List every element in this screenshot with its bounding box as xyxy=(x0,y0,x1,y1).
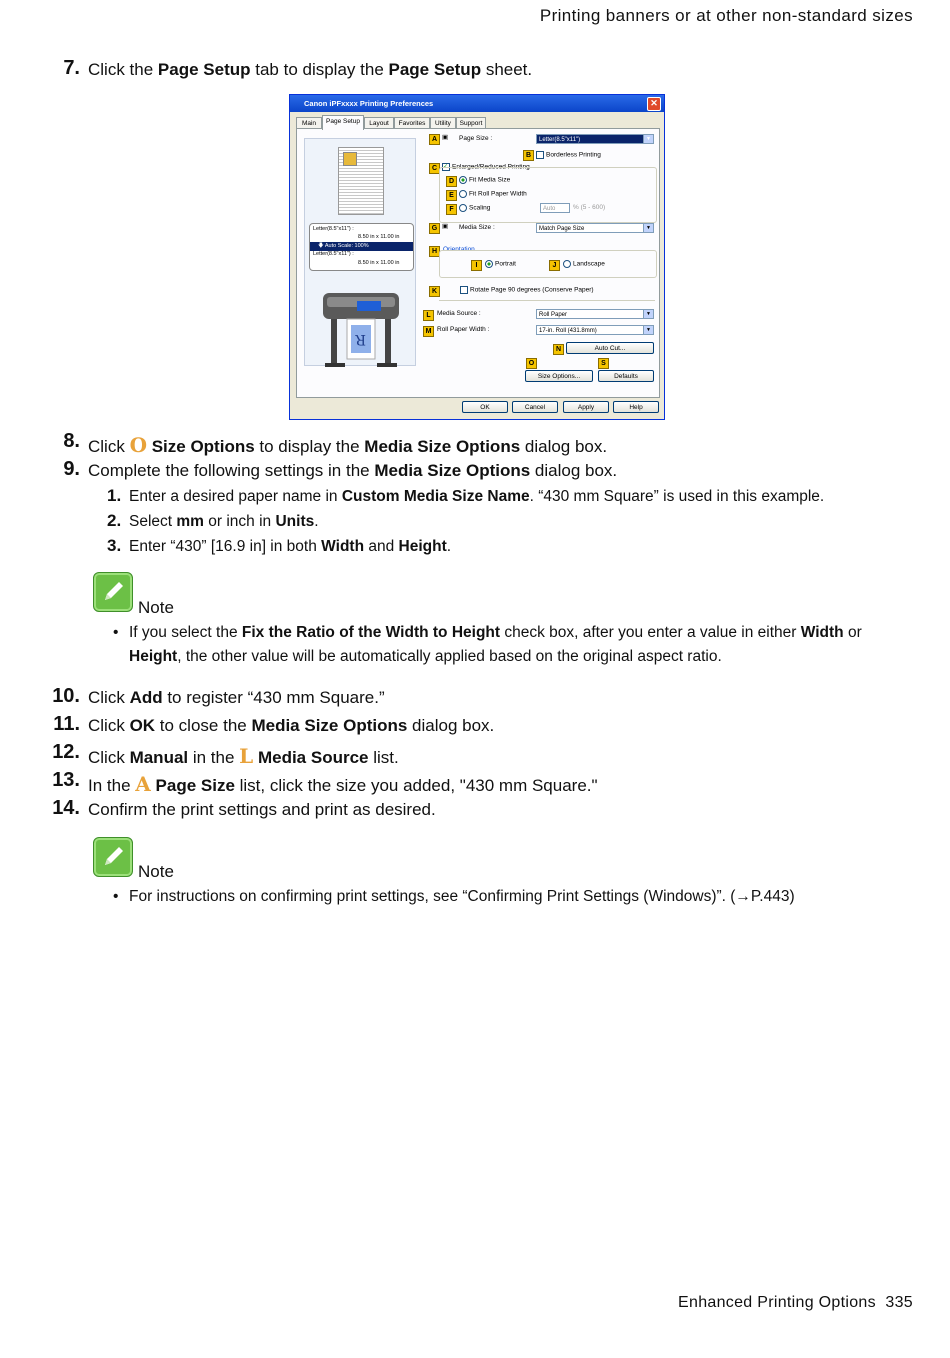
preview-image-icon xyxy=(343,152,357,166)
size-options-button[interactable]: Size Options... xyxy=(525,370,593,382)
defaults-button[interactable]: Defaults xyxy=(598,370,654,382)
page-size-select[interactable]: Letter(8.5"x11") ▼ xyxy=(536,134,654,144)
step-text: Click O Size Options to display the Media Size Options dialog box. xyxy=(88,433,608,457)
tab-layout[interactable]: Layout xyxy=(364,117,394,129)
portrait-radio[interactable]: Portrait xyxy=(485,260,516,268)
close-icon[interactable]: ✕ xyxy=(647,97,661,111)
step-number: 11. xyxy=(53,713,80,735)
substep-text: Enter a desired paper name in Custom Media Size Name. “430 mm Square” is used in this example. xyxy=(129,488,825,505)
substep-number: 2. xyxy=(107,511,122,530)
callout-h: H xyxy=(429,246,440,257)
callout-l: L xyxy=(423,310,434,321)
media-size-select[interactable]: Match Page Size ▼ xyxy=(536,223,654,233)
callout-k: K xyxy=(429,286,440,297)
running-header: Printing banners or at other non-standard sizes xyxy=(539,6,913,25)
callout-n: N xyxy=(553,344,564,355)
callout-s: S xyxy=(598,358,609,369)
scaling-range: % (5 - 600) xyxy=(573,204,606,211)
step-text: Complete the following settings in the Media Size Options dialog box. xyxy=(88,461,618,480)
callout-letter: L xyxy=(239,744,254,768)
step-number: 8. xyxy=(63,430,80,452)
ok-button[interactable]: OK xyxy=(462,401,508,413)
callout-d: D xyxy=(446,176,457,187)
tab-page-setup[interactable]: Page Setup xyxy=(322,115,364,130)
printing-preferences-dialog xyxy=(289,94,665,420)
media-size-icon: ▣ xyxy=(442,223,449,230)
callout-e: E xyxy=(446,190,457,201)
scaling-input[interactable]: Auto xyxy=(540,203,570,213)
preview-area xyxy=(304,138,416,366)
info-line: Letter(8.5"x11") : xyxy=(313,251,354,257)
note-pencil-icon xyxy=(93,837,133,877)
callout-o: O xyxy=(526,358,537,369)
note-text: For instructions on confirming print settings, see “Confirming Print Settings (Windows)”. (→P.443) xyxy=(129,888,795,905)
callout-c: C xyxy=(429,163,440,174)
scaling-radio[interactable]: Scaling xyxy=(459,204,490,212)
tab-utility[interactable]: Utility xyxy=(430,117,456,129)
bullet-dot: • xyxy=(113,624,119,641)
arrow-down-icon: 🡇 xyxy=(318,243,324,249)
page-size-icon: ▣ xyxy=(442,134,449,141)
borderless-checkbox[interactable]: Borderless Printing xyxy=(536,151,601,159)
page-size-label: Page Size : xyxy=(459,135,493,142)
note-pencil-icon xyxy=(93,572,133,612)
callout-i: I xyxy=(471,260,482,271)
fit-roll-width-radio[interactable]: Fit Roll Paper Width xyxy=(459,190,527,198)
callout-f: F xyxy=(446,204,457,215)
running-footer xyxy=(678,1294,913,1312)
size-info-box xyxy=(309,223,414,271)
substep-number: 3. xyxy=(107,536,122,555)
chevron-down-icon: ▼ xyxy=(643,326,653,334)
step-text: In the A Page Size list, click the size you added, "430 mm Square." xyxy=(88,772,598,796)
substep-text: Select mm or inch in Units. xyxy=(129,513,319,530)
page-setup-panel xyxy=(296,128,660,398)
media-source-label: Media Source : xyxy=(437,310,481,317)
tab-support[interactable]: Support xyxy=(456,117,486,129)
orientation-label: Orientation xyxy=(443,246,475,253)
chevron-down-icon: ▼ xyxy=(643,224,653,232)
step-number: 14. xyxy=(52,797,80,819)
info-autoscale: 🡇 Auto Scale: 100% xyxy=(310,242,413,251)
rotate-page-checkbox[interactable]: Rotate Page 90 degrees (Conserve Paper) xyxy=(460,286,594,294)
step-number: 7. xyxy=(63,57,80,79)
media-source-select[interactable]: Roll Paper ▼ xyxy=(536,309,654,319)
paper-preview xyxy=(338,147,384,215)
note-bullet xyxy=(113,621,873,671)
step-number: 12. xyxy=(52,741,80,763)
callout-g: G xyxy=(429,223,440,234)
callout-m: M xyxy=(423,326,434,337)
step-text: Click the Page Setup tab to display the Page Setup sheet. xyxy=(88,60,533,79)
callout-letter: A xyxy=(135,772,151,796)
media-size-label: Media Size : xyxy=(459,224,495,231)
enlarged-reduced-checkbox[interactable]: ✓ Enlarged/Reduced Printing xyxy=(442,163,530,171)
page-number: 335 xyxy=(885,1294,913,1311)
auto-cut-button[interactable]: Auto Cut... xyxy=(566,342,654,354)
landscape-radio[interactable]: Landscape xyxy=(563,260,605,268)
footer-section: Enhanced Printing Options xyxy=(678,1294,876,1311)
chevron-down-icon: ▼ xyxy=(643,310,653,318)
roll-width-select[interactable]: 17-in. Roll (431.8mm) ▼ xyxy=(536,325,654,335)
callout-a: A xyxy=(429,134,440,145)
help-button[interactable]: Help xyxy=(613,401,659,413)
apply-button[interactable]: Apply xyxy=(563,401,609,413)
note-bullet xyxy=(113,885,873,911)
step-number: 10. xyxy=(52,685,80,707)
step-text: Click OK to close the Media Size Options dialog box. xyxy=(88,716,495,735)
substep-text: Enter “430” [16.9 in] in both Width and Height. xyxy=(129,538,452,555)
cancel-button[interactable]: Cancel xyxy=(512,401,558,413)
info-line: Letter(8.5"x11") : xyxy=(313,226,354,232)
info-line: 8.50 in x 11.00 in xyxy=(358,234,400,240)
callout-b: B xyxy=(523,150,534,161)
tab-main[interactable]: Main xyxy=(296,117,322,129)
step-text: Click Manual in the L Media Source list. xyxy=(88,744,399,768)
bullet-dot: • xyxy=(113,888,119,905)
roll-width-label: Roll Paper Width : xyxy=(437,326,490,333)
info-line: 8.50 in x 11.00 in xyxy=(358,260,400,266)
tab-favorites[interactable]: Favorites xyxy=(394,117,430,129)
fit-media-size-radio[interactable]: Fit Media Size xyxy=(459,176,510,184)
callout-j: J xyxy=(549,260,560,271)
note-label: Note xyxy=(138,862,174,881)
divider xyxy=(439,300,655,301)
step-text: Click Add to register “430 mm Square.” xyxy=(88,688,385,707)
step-number: 13. xyxy=(52,769,80,791)
note-label: Note xyxy=(138,598,174,617)
dialog-title: Canon iPFxxxx Printing Preferences xyxy=(304,99,434,108)
chevron-down-icon: ▼ xyxy=(643,135,653,143)
svg-text:R: R xyxy=(355,331,366,347)
step-number: 9. xyxy=(63,458,80,480)
substep-number: 1. xyxy=(107,486,122,505)
dialog-titlebar xyxy=(290,95,664,112)
note-text: If you select the Fix the Ratio of the Width to Height check box, after you enter a value in either Width or Height, the other value will be automatically applied based on the original aspect ratio. xyxy=(129,624,862,665)
printer-icon xyxy=(317,279,405,369)
step-text: Confirm the print settings and print as desired. xyxy=(88,800,436,819)
callout-letter: O xyxy=(129,433,147,457)
